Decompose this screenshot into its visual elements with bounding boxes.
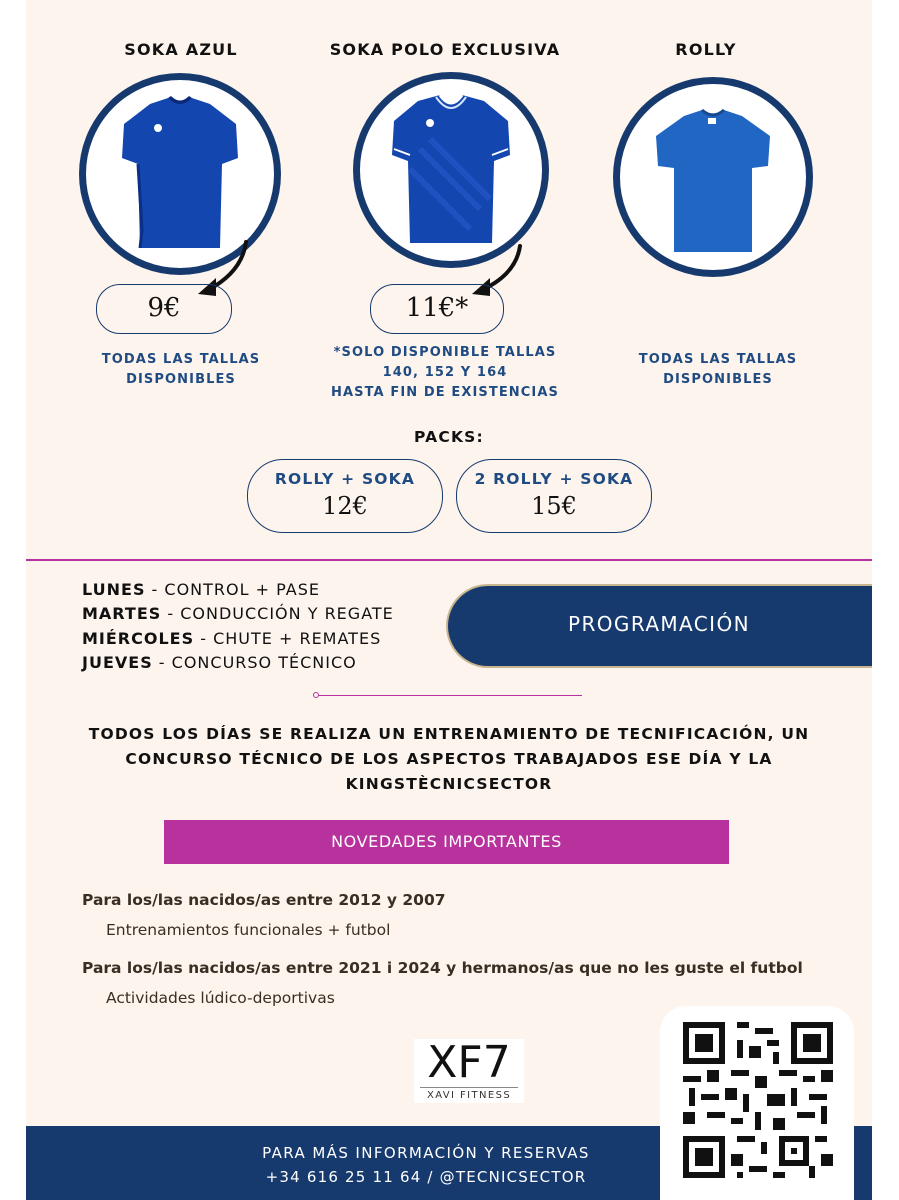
logo-rule (420, 1087, 518, 1088)
section-divider (26, 559, 872, 561)
small-divider (316, 695, 582, 696)
product-title-rolly: ROLLY (675, 40, 737, 59)
soka-polo-image-frame (353, 72, 549, 268)
flyer-page (26, 0, 872, 1200)
novedades-banner: NOVEDADES IMPORTANTES (164, 820, 729, 864)
programacion-label: PROGRAMACIÓN (568, 612, 750, 636)
footer-line-1: PARA MÁS INFORMACIÓN Y RESERVAS (262, 1144, 590, 1162)
price-soka-azul: 9€ (96, 284, 232, 334)
programacion-banner (448, 586, 872, 666)
footer-line-2: +34 616 25 11 64 / @TECNICSECTOR (265, 1168, 587, 1186)
price-soka-polo: 11€* (370, 284, 504, 334)
daily-training-note: TODOS LOS DÍAS SE REALIZA UN ENTRENAMIENTO DE TECNIFICACIÓN, UN CONCURSO TÉCNICO DE LOS ASPECTOS TRABAJADOS ESE DÍA Y LA KINGSTÈCNICSECTOR (88, 725, 810, 793)
pack-2-rolly-soka: 2 ROLLY + SOKA 15€ (456, 459, 652, 533)
novedades-heading-1: Para los/las nacidos/as entre 2012 y 2007 (82, 891, 446, 909)
note-soka-azul: TODAS LAS TALLAS DISPONIBLES (101, 352, 261, 387)
schedule-tuesday: MARTES - CONDUCCIÓN Y REGATE (82, 604, 394, 623)
schedule-thursday: JUEVES - CONCURSO TÉCNICO (82, 653, 357, 672)
divider-dot (313, 692, 319, 698)
qr-code-card (660, 1006, 854, 1200)
note-rolly: TODAS LAS TALLAS DISPONIBLES (638, 352, 798, 387)
product-title-soka-azul: SOKA AZUL (124, 40, 238, 59)
logo-name: XAVI FITNESS (426, 1090, 512, 1101)
schedule-monday: LUNES - CONTROL + PASE (82, 580, 320, 599)
note-soka-polo: *SOLO DISPONIBLE TALLAS 140, 152 Y 164 HASTA FIN DE EXISTENCIAS (330, 345, 559, 400)
novedades-detail-1: Entrenamientos funcionales + futbol (106, 921, 391, 939)
novedades-heading-2: Para los/las nacidos/as entre 2021 i 2024 y hermanos/as que no les guste el futbol (82, 959, 803, 977)
rolly-image-frame (613, 77, 813, 277)
logo-mark: XF7 (427, 1037, 511, 1088)
xf7-logo (414, 1039, 524, 1103)
packs-title: PACKS: (414, 428, 484, 446)
schedule-wednesday: MIÉRCOLES - CHUTE + REMATES (82, 629, 382, 648)
pack-rolly-soka: ROLLY + SOKA 12€ (247, 459, 443, 533)
product-title-soka-polo: SOKA POLO EXCLUSIVA (329, 40, 561, 59)
soka-polo-shirt-image (360, 79, 542, 261)
novedades-detail-2: Actividades lúdico-deportivas (106, 989, 335, 1007)
rolly-shirt-image (620, 84, 806, 270)
qr-code-icon[interactable] (683, 1022, 833, 1178)
